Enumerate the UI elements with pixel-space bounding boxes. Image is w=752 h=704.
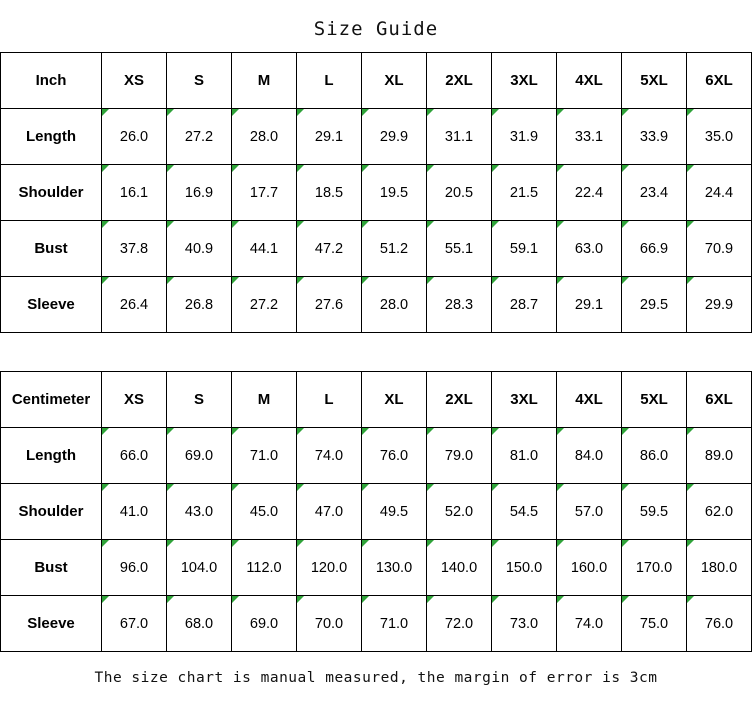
cell-shoulder-xs: 16.1 (102, 165, 167, 221)
cell-bust-s: 104.0 (167, 540, 232, 596)
cell-sleeve-4xl: 74.0 (557, 596, 622, 652)
cell-bust-3xl: 150.0 (492, 540, 557, 596)
cell-bust-5xl: 170.0 (622, 540, 687, 596)
cell-sleeve-3xl: 28.7 (492, 277, 557, 333)
cell-length-3xl: 81.0 (492, 428, 557, 484)
cell-length-xl: 29.9 (362, 109, 427, 165)
cell-shoulder-xl: 49.5 (362, 484, 427, 540)
cell-length-3xl: 31.9 (492, 109, 557, 165)
cell-shoulder-m: 17.7 (232, 165, 297, 221)
cell-bust-6xl: 70.9 (687, 221, 752, 277)
table-row (1, 540, 752, 596)
cell-shoulder-s: 16.9 (167, 165, 232, 221)
column-header-xs: XS (102, 372, 167, 428)
column-header-6xl: 6XL (687, 53, 752, 109)
cell-length-2xl: 79.0 (427, 428, 492, 484)
cell-sleeve-5xl: 75.0 (622, 596, 687, 652)
cell-length-s: 69.0 (167, 428, 232, 484)
cell-length-m: 71.0 (232, 428, 297, 484)
cell-sleeve-xl: 28.0 (362, 277, 427, 333)
row-label-shoulder: Shoulder (1, 484, 102, 540)
cell-sleeve-5xl: 29.5 (622, 277, 687, 333)
row-label-shoulder: Shoulder (1, 165, 102, 221)
cell-shoulder-l: 18.5 (297, 165, 362, 221)
cell-length-4xl: 33.1 (557, 109, 622, 165)
cell-bust-xs: 37.8 (102, 221, 167, 277)
cell-bust-s: 40.9 (167, 221, 232, 277)
column-header-2xl: 2XL (427, 372, 492, 428)
cell-length-5xl: 86.0 (622, 428, 687, 484)
size-table-centimeter (0, 371, 752, 652)
cell-length-5xl: 33.9 (622, 109, 687, 165)
unit-label-centimeter: Centimeter (1, 372, 102, 428)
column-header-m: M (232, 53, 297, 109)
cell-shoulder-5xl: 59.5 (622, 484, 687, 540)
table-row (1, 109, 752, 165)
cell-sleeve-2xl: 28.3 (427, 277, 492, 333)
column-header-3xl: 3XL (492, 53, 557, 109)
cell-bust-4xl: 63.0 (557, 221, 622, 277)
row-label-sleeve: Sleeve (1, 596, 102, 652)
column-header-xl: XL (362, 372, 427, 428)
cell-shoulder-xl: 19.5 (362, 165, 427, 221)
cell-sleeve-6xl: 29.9 (687, 277, 752, 333)
cell-bust-m: 44.1 (232, 221, 297, 277)
column-header-m: M (232, 372, 297, 428)
cell-sleeve-4xl: 29.1 (557, 277, 622, 333)
cell-shoulder-6xl: 24.4 (687, 165, 752, 221)
cell-length-xs: 26.0 (102, 109, 167, 165)
column-header-3xl: 3XL (492, 372, 557, 428)
cell-length-6xl: 35.0 (687, 109, 752, 165)
cell-bust-5xl: 66.9 (622, 221, 687, 277)
table-divider (0, 333, 752, 371)
cell-sleeve-l: 27.6 (297, 277, 362, 333)
row-label-length: Length (1, 428, 102, 484)
table-row (1, 277, 752, 333)
cell-length-s: 27.2 (167, 109, 232, 165)
cell-bust-xl: 130.0 (362, 540, 427, 596)
cell-length-xl: 76.0 (362, 428, 427, 484)
cell-sleeve-6xl: 76.0 (687, 596, 752, 652)
table-row (1, 428, 752, 484)
cell-bust-3xl: 59.1 (492, 221, 557, 277)
table-row (1, 596, 752, 652)
page-title: Size Guide (313, 18, 439, 40)
cell-sleeve-l: 70.0 (297, 596, 362, 652)
cell-sleeve-3xl: 73.0 (492, 596, 557, 652)
cell-sleeve-2xl: 72.0 (427, 596, 492, 652)
table-row (1, 484, 752, 540)
row-label-length: Length (1, 109, 102, 165)
cell-sleeve-s: 26.8 (167, 277, 232, 333)
cell-bust-2xl: 140.0 (427, 540, 492, 596)
column-header-2xl: 2XL (427, 53, 492, 109)
row-label-bust: Bust (1, 540, 102, 596)
cell-shoulder-3xl: 54.5 (492, 484, 557, 540)
cell-length-xs: 66.0 (102, 428, 167, 484)
cell-shoulder-s: 43.0 (167, 484, 232, 540)
table-row (1, 165, 752, 221)
cell-shoulder-5xl: 23.4 (622, 165, 687, 221)
table-row (1, 221, 752, 277)
cell-shoulder-2xl: 52.0 (427, 484, 492, 540)
column-header-xs: XS (102, 53, 167, 109)
table-header-row (1, 53, 752, 109)
column-header-l: L (297, 53, 362, 109)
column-header-5xl: 5XL (622, 53, 687, 109)
cell-bust-l: 120.0 (297, 540, 362, 596)
row-label-bust: Bust (1, 221, 102, 277)
size-table-inch (0, 52, 752, 333)
cell-shoulder-4xl: 22.4 (557, 165, 622, 221)
column-header-4xl: 4XL (557, 53, 622, 109)
cell-length-2xl: 31.1 (427, 109, 492, 165)
column-header-xl: XL (362, 53, 427, 109)
column-header-s: S (167, 53, 232, 109)
cell-shoulder-xs: 41.0 (102, 484, 167, 540)
table-header-row (1, 372, 752, 428)
cell-sleeve-xl: 71.0 (362, 596, 427, 652)
cell-sleeve-xs: 26.4 (102, 277, 167, 333)
cell-sleeve-m: 69.0 (232, 596, 297, 652)
cell-bust-6xl: 180.0 (687, 540, 752, 596)
cell-bust-xs: 96.0 (102, 540, 167, 596)
cell-sleeve-xs: 67.0 (102, 596, 167, 652)
column-header-s: S (167, 372, 232, 428)
cell-length-4xl: 84.0 (557, 428, 622, 484)
cell-length-6xl: 89.0 (687, 428, 752, 484)
cell-shoulder-2xl: 20.5 (427, 165, 492, 221)
column-header-6xl: 6XL (687, 372, 752, 428)
cell-length-m: 28.0 (232, 109, 297, 165)
column-header-5xl: 5XL (622, 372, 687, 428)
measurement-note: The size chart is manual measured, the margin of error is 3cm (94, 670, 658, 686)
cell-bust-l: 47.2 (297, 221, 362, 277)
cell-shoulder-m: 45.0 (232, 484, 297, 540)
cell-sleeve-m: 27.2 (232, 277, 297, 333)
row-label-sleeve: Sleeve (1, 277, 102, 333)
cell-sleeve-s: 68.0 (167, 596, 232, 652)
cell-shoulder-4xl: 57.0 (557, 484, 622, 540)
cell-bust-xl: 51.2 (362, 221, 427, 277)
column-header-l: L (297, 372, 362, 428)
cell-shoulder-3xl: 21.5 (492, 165, 557, 221)
cell-shoulder-6xl: 62.0 (687, 484, 752, 540)
cell-bust-2xl: 55.1 (427, 221, 492, 277)
cell-shoulder-l: 47.0 (297, 484, 362, 540)
cell-bust-m: 112.0 (232, 540, 297, 596)
column-header-4xl: 4XL (557, 372, 622, 428)
cell-length-l: 74.0 (297, 428, 362, 484)
cell-length-l: 29.1 (297, 109, 362, 165)
unit-label-inch: Inch (1, 53, 102, 109)
cell-bust-4xl: 160.0 (557, 540, 622, 596)
